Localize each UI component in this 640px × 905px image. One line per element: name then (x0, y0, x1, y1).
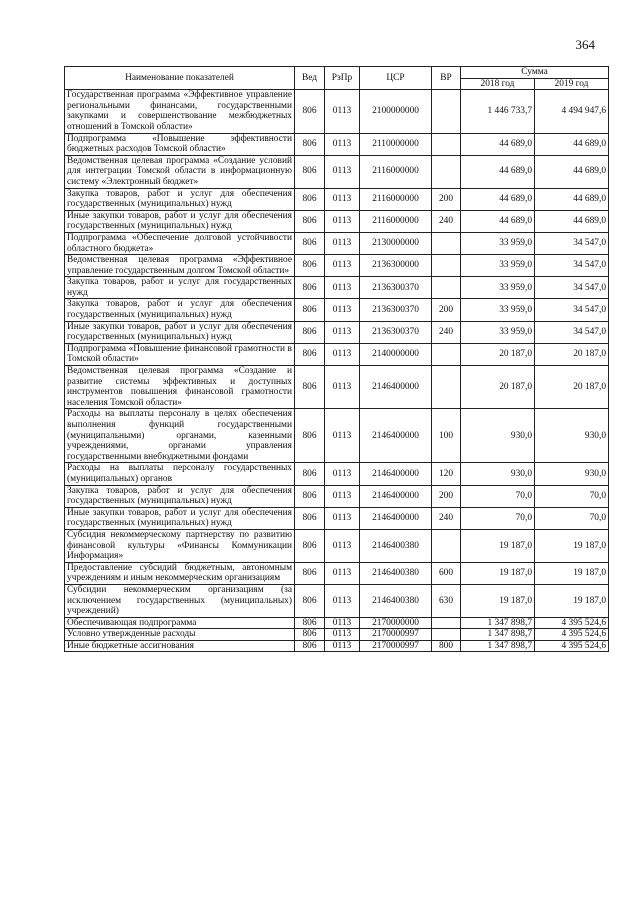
cell-ved: 806 (295, 629, 325, 641)
table-row (65, 255, 609, 277)
cell-csr: 2110000000 (360, 133, 432, 155)
cell-vr: 120 (432, 463, 461, 485)
cell-2019: 34 547,0 (535, 299, 609, 321)
cell-vr (432, 155, 461, 188)
cell-ved: 806 (295, 562, 325, 584)
table-body (65, 90, 609, 652)
cell-rzpr: 0113 (325, 188, 360, 210)
cell-vr (432, 133, 461, 155)
cell-name: Иные закупки товаров, работ и услуг для обеспечения государственных (муниципальных) нужд (65, 210, 295, 232)
cell-vr (432, 255, 461, 277)
cell-vr: 100 (432, 409, 461, 463)
table-row (65, 562, 609, 584)
cell-csr: 2146400000 (360, 485, 432, 507)
cell-name: Подпрограмма «Обеспечение долговой устойчивости областного бюджета» (65, 232, 295, 254)
cell-csr: 2146400380 (360, 584, 432, 617)
cell-ved: 806 (295, 343, 325, 365)
table-row (65, 321, 609, 343)
cell-2018: 33 959,0 (461, 321, 535, 343)
cell-ved: 806 (295, 277, 325, 299)
cell-csr: 2136300000 (360, 255, 432, 277)
cell-csr: 2130000000 (360, 232, 432, 254)
cell-rzpr: 0113 (325, 463, 360, 485)
cell-name: Субсидия некоммерческому партнерству по развитию финансовой культуры «Финансы Коммуникации Информация» (65, 529, 295, 562)
cell-ved: 806 (295, 232, 325, 254)
cell-2018: 930,0 (461, 409, 535, 463)
cell-csr: 2146400000 (360, 463, 432, 485)
cell-rzpr: 0113 (325, 90, 360, 133)
cell-2018: 44 689,0 (461, 155, 535, 188)
cell-ved: 806 (295, 255, 325, 277)
cell-ved: 806 (295, 485, 325, 507)
table-row (65, 232, 609, 254)
cell-rzpr: 0113 (325, 640, 360, 652)
cell-csr: 2170000000 (360, 617, 432, 629)
cell-2018: 70,0 (461, 485, 535, 507)
table-row (65, 617, 609, 629)
cell-ved: 806 (295, 617, 325, 629)
cell-2018: 19 187,0 (461, 584, 535, 617)
cell-rzpr: 0113 (325, 507, 360, 529)
cell-2019: 44 689,0 (535, 133, 609, 155)
table-row (65, 463, 609, 485)
cell-2019: 44 689,0 (535, 155, 609, 188)
cell-ved: 806 (295, 210, 325, 232)
cell-name: Условно утвержденные расходы (65, 629, 295, 641)
cell-2019: 4 395 524,6 (535, 640, 609, 652)
table-row (65, 155, 609, 188)
cell-2018: 70,0 (461, 507, 535, 529)
cell-csr: 2100000000 (360, 90, 432, 133)
cell-csr: 2146400000 (360, 366, 432, 409)
cell-vr: 600 (432, 562, 461, 584)
cell-rzpr: 0113 (325, 629, 360, 641)
cell-vr: 240 (432, 210, 461, 232)
cell-rzpr: 0113 (325, 366, 360, 409)
cell-csr: 2140000000 (360, 343, 432, 365)
cell-2019: 19 187,0 (535, 584, 609, 617)
table-row (65, 507, 609, 529)
cell-2019: 70,0 (535, 507, 609, 529)
cell-2019: 34 547,0 (535, 277, 609, 299)
cell-rzpr: 0113 (325, 617, 360, 629)
table-row (65, 366, 609, 409)
cell-rzpr: 0113 (325, 321, 360, 343)
cell-rzpr: 0113 (325, 255, 360, 277)
col-header-vr: ВР (432, 67, 461, 90)
cell-vr: 240 (432, 507, 461, 529)
cell-2018: 1 446 733,7 (461, 90, 535, 133)
table-row (65, 343, 609, 365)
table-row (65, 629, 609, 641)
cell-name: Подпрограмма «Повышение эффективности бюджетных расходов Томской области» (65, 133, 295, 155)
cell-2019: 20 187,0 (535, 366, 609, 409)
cell-2019: 930,0 (535, 409, 609, 463)
cell-vr: 200 (432, 188, 461, 210)
cell-rzpr: 0113 (325, 529, 360, 562)
cell-rzpr: 0113 (325, 277, 360, 299)
table-row (65, 133, 609, 155)
cell-2018: 19 187,0 (461, 562, 535, 584)
col-header-ved: Вед (295, 67, 325, 90)
cell-2019: 4 395 524,6 (535, 629, 609, 641)
cell-csr: 2116000000 (360, 188, 432, 210)
cell-2018: 19 187,0 (461, 529, 535, 562)
cell-vr (432, 343, 461, 365)
cell-2018: 930,0 (461, 463, 535, 485)
cell-rzpr: 0113 (325, 343, 360, 365)
cell-2019: 4 395 524,6 (535, 617, 609, 629)
cell-rzpr: 0113 (325, 155, 360, 188)
cell-name: Ведомственная целевая программа «Эффективное управление государственным долгом Томской области» (65, 255, 295, 277)
table-row (65, 529, 609, 562)
cell-2018: 33 959,0 (461, 255, 535, 277)
table-header-row (65, 67, 609, 79)
cell-2019: 19 187,0 (535, 529, 609, 562)
cell-rzpr: 0113 (325, 133, 360, 155)
cell-2019: 44 689,0 (535, 188, 609, 210)
cell-csr: 2146400380 (360, 529, 432, 562)
cell-vr: 630 (432, 584, 461, 617)
cell-2019: 34 547,0 (535, 255, 609, 277)
cell-vr (432, 629, 461, 641)
cell-name: Иные закупки товаров, работ и услуг для обеспечения государственных (муниципальных) нужд (65, 321, 295, 343)
cell-vr (432, 366, 461, 409)
col-header-csr: ЦСР (360, 67, 432, 90)
cell-vr (432, 617, 461, 629)
cell-2019: 70,0 (535, 485, 609, 507)
cell-rzpr: 0113 (325, 562, 360, 584)
cell-2019: 34 547,0 (535, 321, 609, 343)
table-row (65, 485, 609, 507)
cell-name: Расходы на выплаты персоналу государственных (муниципальных) органов (65, 463, 295, 485)
cell-name: Субсидии некоммерческим организациям (за исключением государственных (муниципальных) учреждений) (65, 584, 295, 617)
cell-csr: 2146400000 (360, 507, 432, 529)
cell-csr: 2146400380 (360, 562, 432, 584)
cell-ved: 806 (295, 299, 325, 321)
cell-2018: 33 959,0 (461, 277, 535, 299)
cell-rzpr: 0113 (325, 485, 360, 507)
cell-ved: 806 (295, 188, 325, 210)
cell-csr: 2136300370 (360, 321, 432, 343)
cell-ved: 806 (295, 584, 325, 617)
cell-2018: 20 187,0 (461, 343, 535, 365)
table-row (65, 277, 609, 299)
cell-name: Иные бюджетные ассигнования (65, 640, 295, 652)
cell-ved: 806 (295, 640, 325, 652)
table-row (65, 640, 609, 652)
table-row (65, 409, 609, 463)
col-header-rzpr: РзПр (325, 67, 360, 90)
cell-2019: 34 547,0 (535, 232, 609, 254)
cell-vr (432, 277, 461, 299)
cell-2018: 44 689,0 (461, 133, 535, 155)
cell-csr: 2146400000 (360, 409, 432, 463)
cell-ved: 806 (295, 321, 325, 343)
cell-ved: 806 (295, 507, 325, 529)
table-row (65, 90, 609, 133)
cell-name: Государственная программа «Эффективное управление региональными финансами, государственными закупками и совершенствование межбюджетных отношений в Томской области» (65, 90, 295, 133)
cell-2018: 20 187,0 (461, 366, 535, 409)
cell-2019: 4 494 947,6 (535, 90, 609, 133)
cell-vr (432, 90, 461, 133)
cell-name: Предоставление субсидий бюджетным, автономным учреждениям и иным некоммерческим организациям (65, 562, 295, 584)
col-header-2018: 2018 год (461, 78, 535, 90)
cell-name: Обеспечивающая подпрограмма (65, 617, 295, 629)
cell-name: Закупка товаров, работ и услуг для обеспечения государственных (муниципальных) нужд (65, 188, 295, 210)
cell-vr: 200 (432, 485, 461, 507)
cell-2019: 930,0 (535, 463, 609, 485)
cell-csr: 2136300370 (360, 277, 432, 299)
cell-vr: 800 (432, 640, 461, 652)
col-header-name: Наименование показателей (65, 67, 295, 90)
cell-vr (432, 232, 461, 254)
cell-csr: 2116000000 (360, 155, 432, 188)
cell-rzpr: 0113 (325, 232, 360, 254)
cell-rzpr: 0113 (325, 299, 360, 321)
cell-2019: 20 187,0 (535, 343, 609, 365)
cell-2018: 1 347 898,7 (461, 629, 535, 641)
cell-ved: 806 (295, 529, 325, 562)
cell-2018: 44 689,0 (461, 188, 535, 210)
cell-name: Иные закупки товаров, работ и услуг для обеспечения государственных (муниципальных) нужд (65, 507, 295, 529)
cell-name: Закупка товаров, работ и услуг для обеспечения государственных (муниципальных) нужд (65, 485, 295, 507)
table-row (65, 584, 609, 617)
cell-ved: 806 (295, 409, 325, 463)
cell-2018: 33 959,0 (461, 299, 535, 321)
cell-csr: 2136300370 (360, 299, 432, 321)
cell-csr: 2170000997 (360, 629, 432, 641)
cell-csr: 2116000000 (360, 210, 432, 232)
cell-name: Подпрограмма «Повышение финансовой грамотности в Томской области» (65, 343, 295, 365)
cell-vr: 200 (432, 299, 461, 321)
cell-ved: 806 (295, 366, 325, 409)
cell-name: Ведомственная целевая программа «Создание условий для интеграции Томской области в информационную систему «Электронный бюджет» (65, 155, 295, 188)
cell-2018: 1 347 898,7 (461, 617, 535, 629)
table-row (65, 299, 609, 321)
cell-rzpr: 0113 (325, 584, 360, 617)
col-header-sum: Сумма (461, 67, 609, 79)
cell-2018: 44 689,0 (461, 210, 535, 232)
cell-ved: 806 (295, 155, 325, 188)
cell-rzpr: 0113 (325, 409, 360, 463)
cell-ved: 806 (295, 463, 325, 485)
cell-name: Закупка товаров, работ и услуг для государственных нужд (65, 277, 295, 299)
cell-name: Закупка товаров, работ и услуг для обеспечения государственных (муниципальных) нужд (65, 299, 295, 321)
cell-rzpr: 0113 (325, 210, 360, 232)
cell-2019: 19 187,0 (535, 562, 609, 584)
cell-2018: 33 959,0 (461, 232, 535, 254)
cell-name: Ведомственная целевая программа «Создание и развитие системы эффективных и доступных инструментов повышения финансовой грамотности населения Томской области» (65, 366, 295, 409)
page-number: 364 (575, 37, 595, 52)
col-header-2019: 2019 год (535, 78, 609, 90)
cell-vr: 240 (432, 321, 461, 343)
cell-2018: 1 347 898,7 (461, 640, 535, 652)
cell-2019: 44 689,0 (535, 210, 609, 232)
table-row (65, 188, 609, 210)
cell-ved: 806 (295, 90, 325, 133)
cell-csr: 2170000997 (360, 640, 432, 652)
cell-name: Расходы на выплаты персоналу в целях обеспечения выполнения функций государственными (муниципальными) органами, казенными учреждениями, органами управления государственными внебюджетными фондами (65, 409, 295, 463)
table-row (65, 210, 609, 232)
budget-table (64, 66, 609, 652)
cell-ved: 806 (295, 133, 325, 155)
cell-vr (432, 529, 461, 562)
